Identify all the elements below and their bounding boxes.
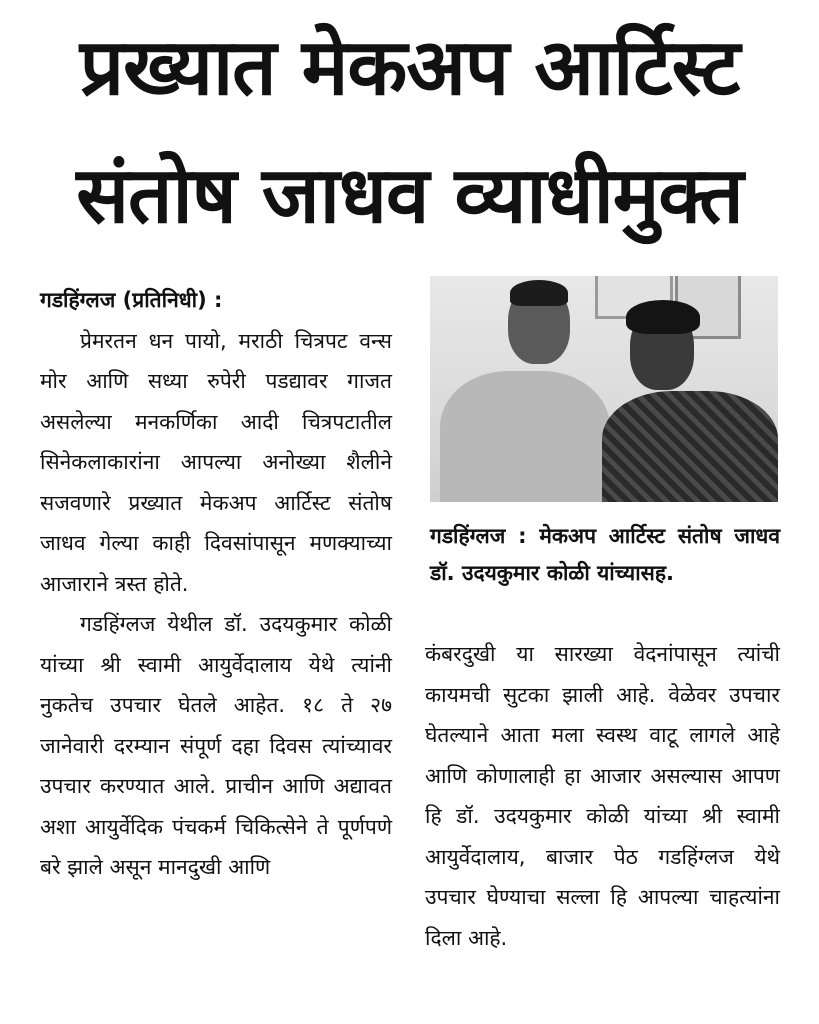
photo-caption-text: गडहिंग्लज : मेकअप आर्टिस्ट संतोष जाधव डॉ. उदयकुमार कोळी यांच्यासह. [430,524,780,585]
headline-line-1: प्रख्यात मेकअप आर्टिस्ट [79,23,740,113]
headline-line-2: संतोष जाधव व्याधीमुक्त [76,151,743,241]
dateline: गडहिंग्लज (प्रतिनिधी) : [40,288,223,312]
photo-caption [430,518,780,592]
article-paragraph-1: प्रेमरतन धन पायो, मराठी चित्रपट वन्स मोर आणि सध्या रुपेरी पडद्यावर गाजत असलेल्या मनकर्णिका आदी चित्रपटातील सिनेकलाकारांना आपल्या अनोख्या शैलीने सजवणारे प्रख्यात मेकअप आर्टिस्ट संतोष जाधव गेल्या काही दिवसांपासून मणक्याच्या आजाराने त्रस्त होते. [40,328,392,596]
news-photo [430,276,778,502]
article-column-right [425,634,780,958]
article-paragraph-3: कंबरदुखी या सारख्या वेदनांपासून त्यांची कायमची सुटका झाली आहे. वेळेवर उपचार घेतल्याने आता मला स्वस्थ वाटू लागले आहे आणि कोणालाही हा आजार असल्यास आपण हि डॉ. उदयकुमार कोळी यांच्या श्री स्वामी आयुर्वेदालाय, बाजार पेठ गडहिंग्लज येथे उपचार घेण्याचा सल्ला हि आपल्या चाहत्यांना दिला आहे. [425,642,780,950]
article-paragraph-2: गडहिंग्लज येथील डॉ. उदयकुमार कोळी यांच्या श्री स्वामी आयुर्वेदालाय येथे त्यांनी नुकतेच उपचार घेतले आहेत. १८ ते २७ जानेवारी दरम्यान संपूर्ण दहा दिवस त्यांच्यावर उपचार करण्यात आले. प्राचीन आणि अद्यावत अशा आयुर्वेदिक पंचकर्म चिकित्सेने ते पूर्णपणे बरे झाले असून मानदुखी आणि [40,612,392,879]
article-column-left [40,280,392,888]
